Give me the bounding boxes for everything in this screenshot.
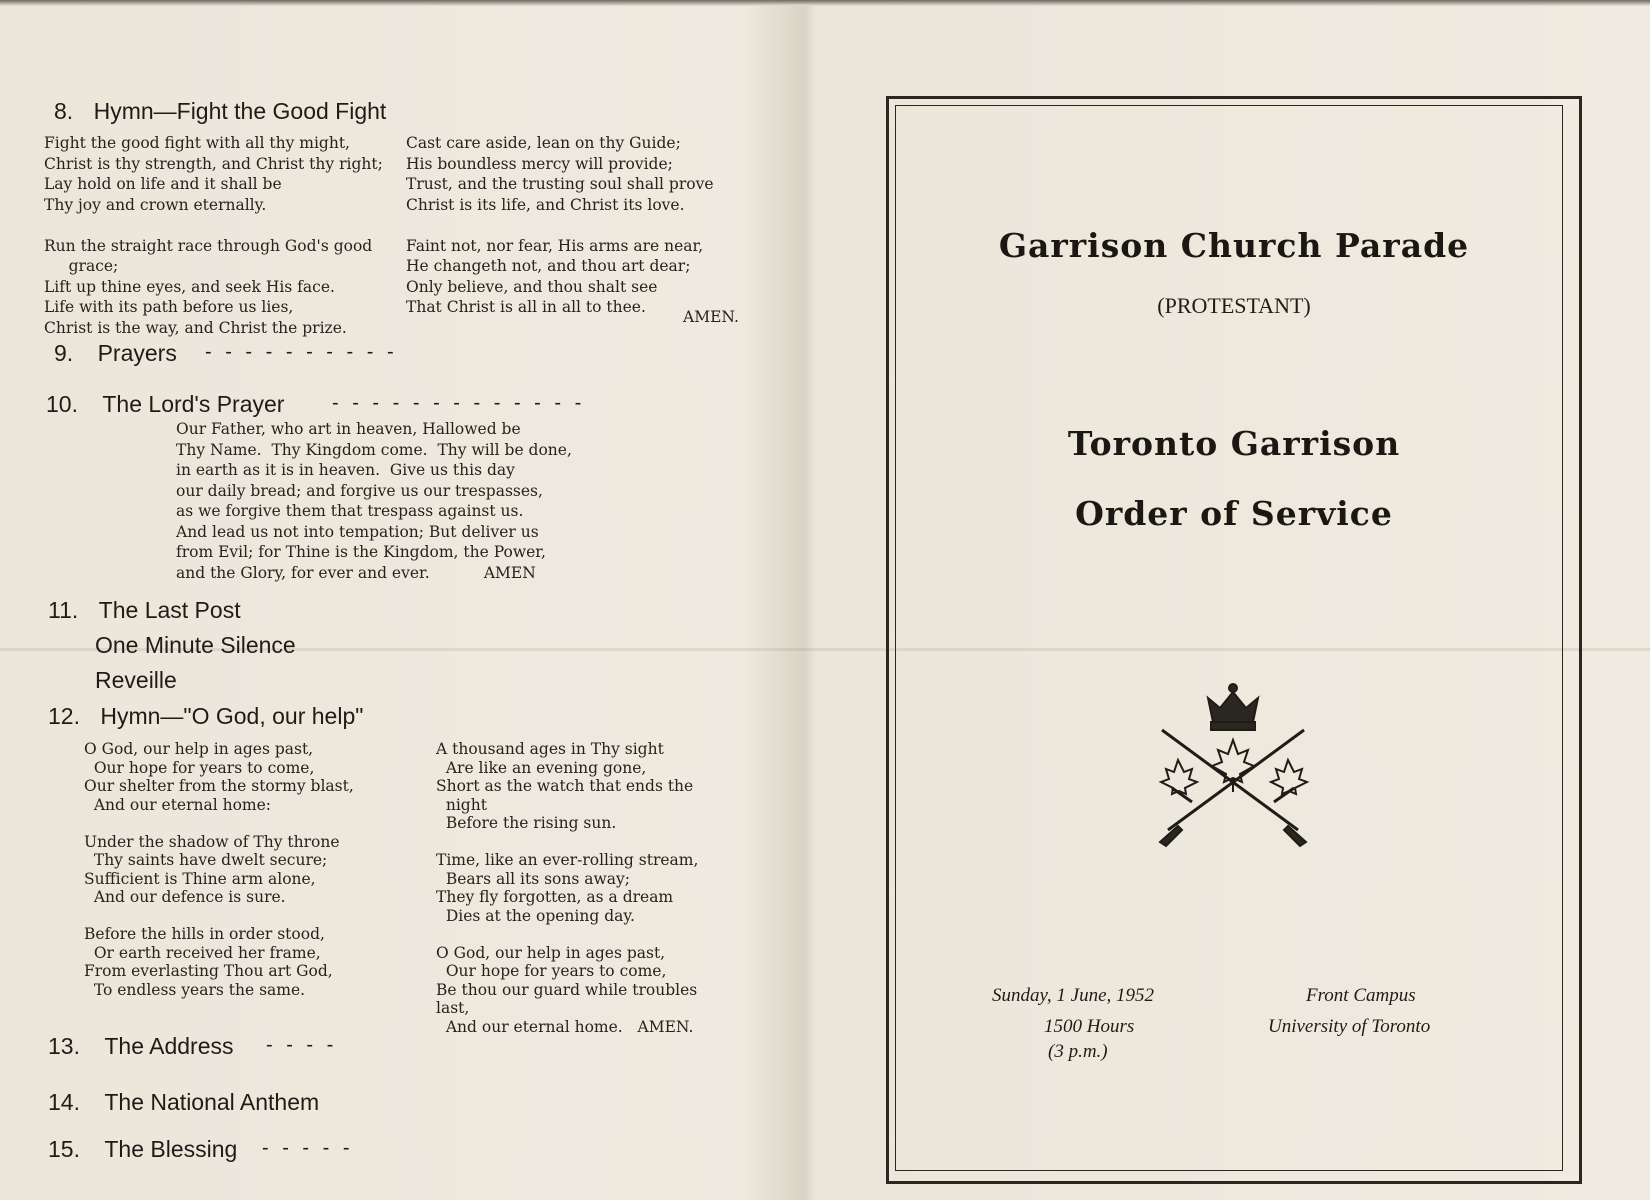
item-number: 13. [48,1033,80,1059]
service-time-alt: (3 p.m.) [1048,1041,1108,1062]
item10-heading [46,391,284,418]
item-title: The Last Post [98,597,241,623]
item-title: Hymn—Fight the Good Fight [93,98,387,124]
cover-title-garrison-church-parade: Garrison Church Parade [998,226,1470,265]
item9-heading [54,340,177,367]
hymn12-heading [48,703,363,730]
crown-swords-maple-leaf-icon [1148,680,1318,865]
item-title: The Address [104,1033,234,1059]
service-place: Front Campus [1306,985,1416,1006]
cover-title-order-of-service: Order of Service [1075,494,1393,533]
item-title: The Lord's Prayer [102,391,285,417]
item11-heading [48,597,241,624]
hymn8-amen: AMEN. [683,308,739,326]
item-title: The Blessing [104,1136,238,1162]
cover-title-toronto-garrison: Toronto Garrison [1067,424,1401,463]
dot-leader: - - - - - [262,1137,354,1159]
item-title: The National Anthem [104,1089,320,1115]
item-title: Prayers [97,340,177,366]
item11-line2: One Minute Silence [95,632,296,658]
service-date: Sunday, 1 June, 1952 [992,985,1155,1006]
item-number: 14. [48,1089,80,1115]
left-page [0,0,800,1200]
lords-prayer-text: Our Father, who art in heaven, Hallowed be Thy Name. Thy Kingdom come. Thy will be done, in earth as it is in heaven. Give us this day our daily bread; and forgive us our trespasses, as we forgive them that trespass against us. And lead us not into tempation; But deliver us from Evil; for Thine is the Kingdom, the Power, and the Glory, for ever and ever. AMEN [176,420,572,582]
hymn8-verses-right: Cast care aside, lean on thy Guide; His boundless mercy will provide; Trust, and the trusting soul shall prove Christ is its life, and Christ its love. Faint not, nor fear, His arms are near, He changeth not, and thou art dear; Only believe, and thou shalt see That Christ is all in all to thee. [406,134,714,316]
item-number: 9. [54,340,74,366]
cover-subtitle: (PROTESTANT) [1157,293,1311,318]
hymn12-verses-right: A thousand ages in Thy sight Are like an evening gone, Short as the watch that ends the night Before the rising sun. Time, like an ever-rolling stream, Bears all its sons away; They fly forgotten, as a dream Dies at the opening day. O God, our help in ages past, Our hope for years to come, Be thou our guard while troubles last, And our eternal home. AMEN. [436,740,699,1036]
dot-leader: - - - - - - - - - - [205,341,398,363]
hymn8-heading [54,98,386,125]
item15-heading [48,1136,237,1163]
hymn12-verses-left: O God, our help in ages past, Our hope for years to come, Our shelter from the stormy blast, And our eternal home: Under the shadow of Thy throne Thy saints have dwelt secure; Sufficient is Thine arm alone, And our defence is sure. Before the hills in order stood, Or earth received her frame, From everlasting Thou art God, To endless years the same. [84,740,354,999]
hymn8-verses-left: Fight the good fight with all thy might, Christ is thy strength, and Christ thy right; Lay hold on life and it shall be Thy joy and crown eternally. Run the straight race through God's good grace; Lift up thine eyes, and seek His face. Life with its path before us lies, Christ is the way, and Christ the prize. [44,134,383,337]
dot-leader: - - - - [266,1034,338,1056]
item13-heading [48,1033,234,1060]
item11-line3: Reveille [95,667,177,693]
item-number: 8. [54,98,74,124]
item14-heading [48,1089,319,1116]
item-number: 10. [46,391,78,417]
service-time: 1500 Hours [1044,1016,1135,1037]
service-place-university: University of Toronto [1268,1016,1431,1037]
item-number: 15. [48,1136,80,1162]
item-number: 12. [48,703,80,729]
item-number: 11. [48,597,79,623]
item-title: Hymn—"O God, our help" [100,703,364,729]
dot-leader: - - - - - - - - - - - - - [332,392,586,414]
